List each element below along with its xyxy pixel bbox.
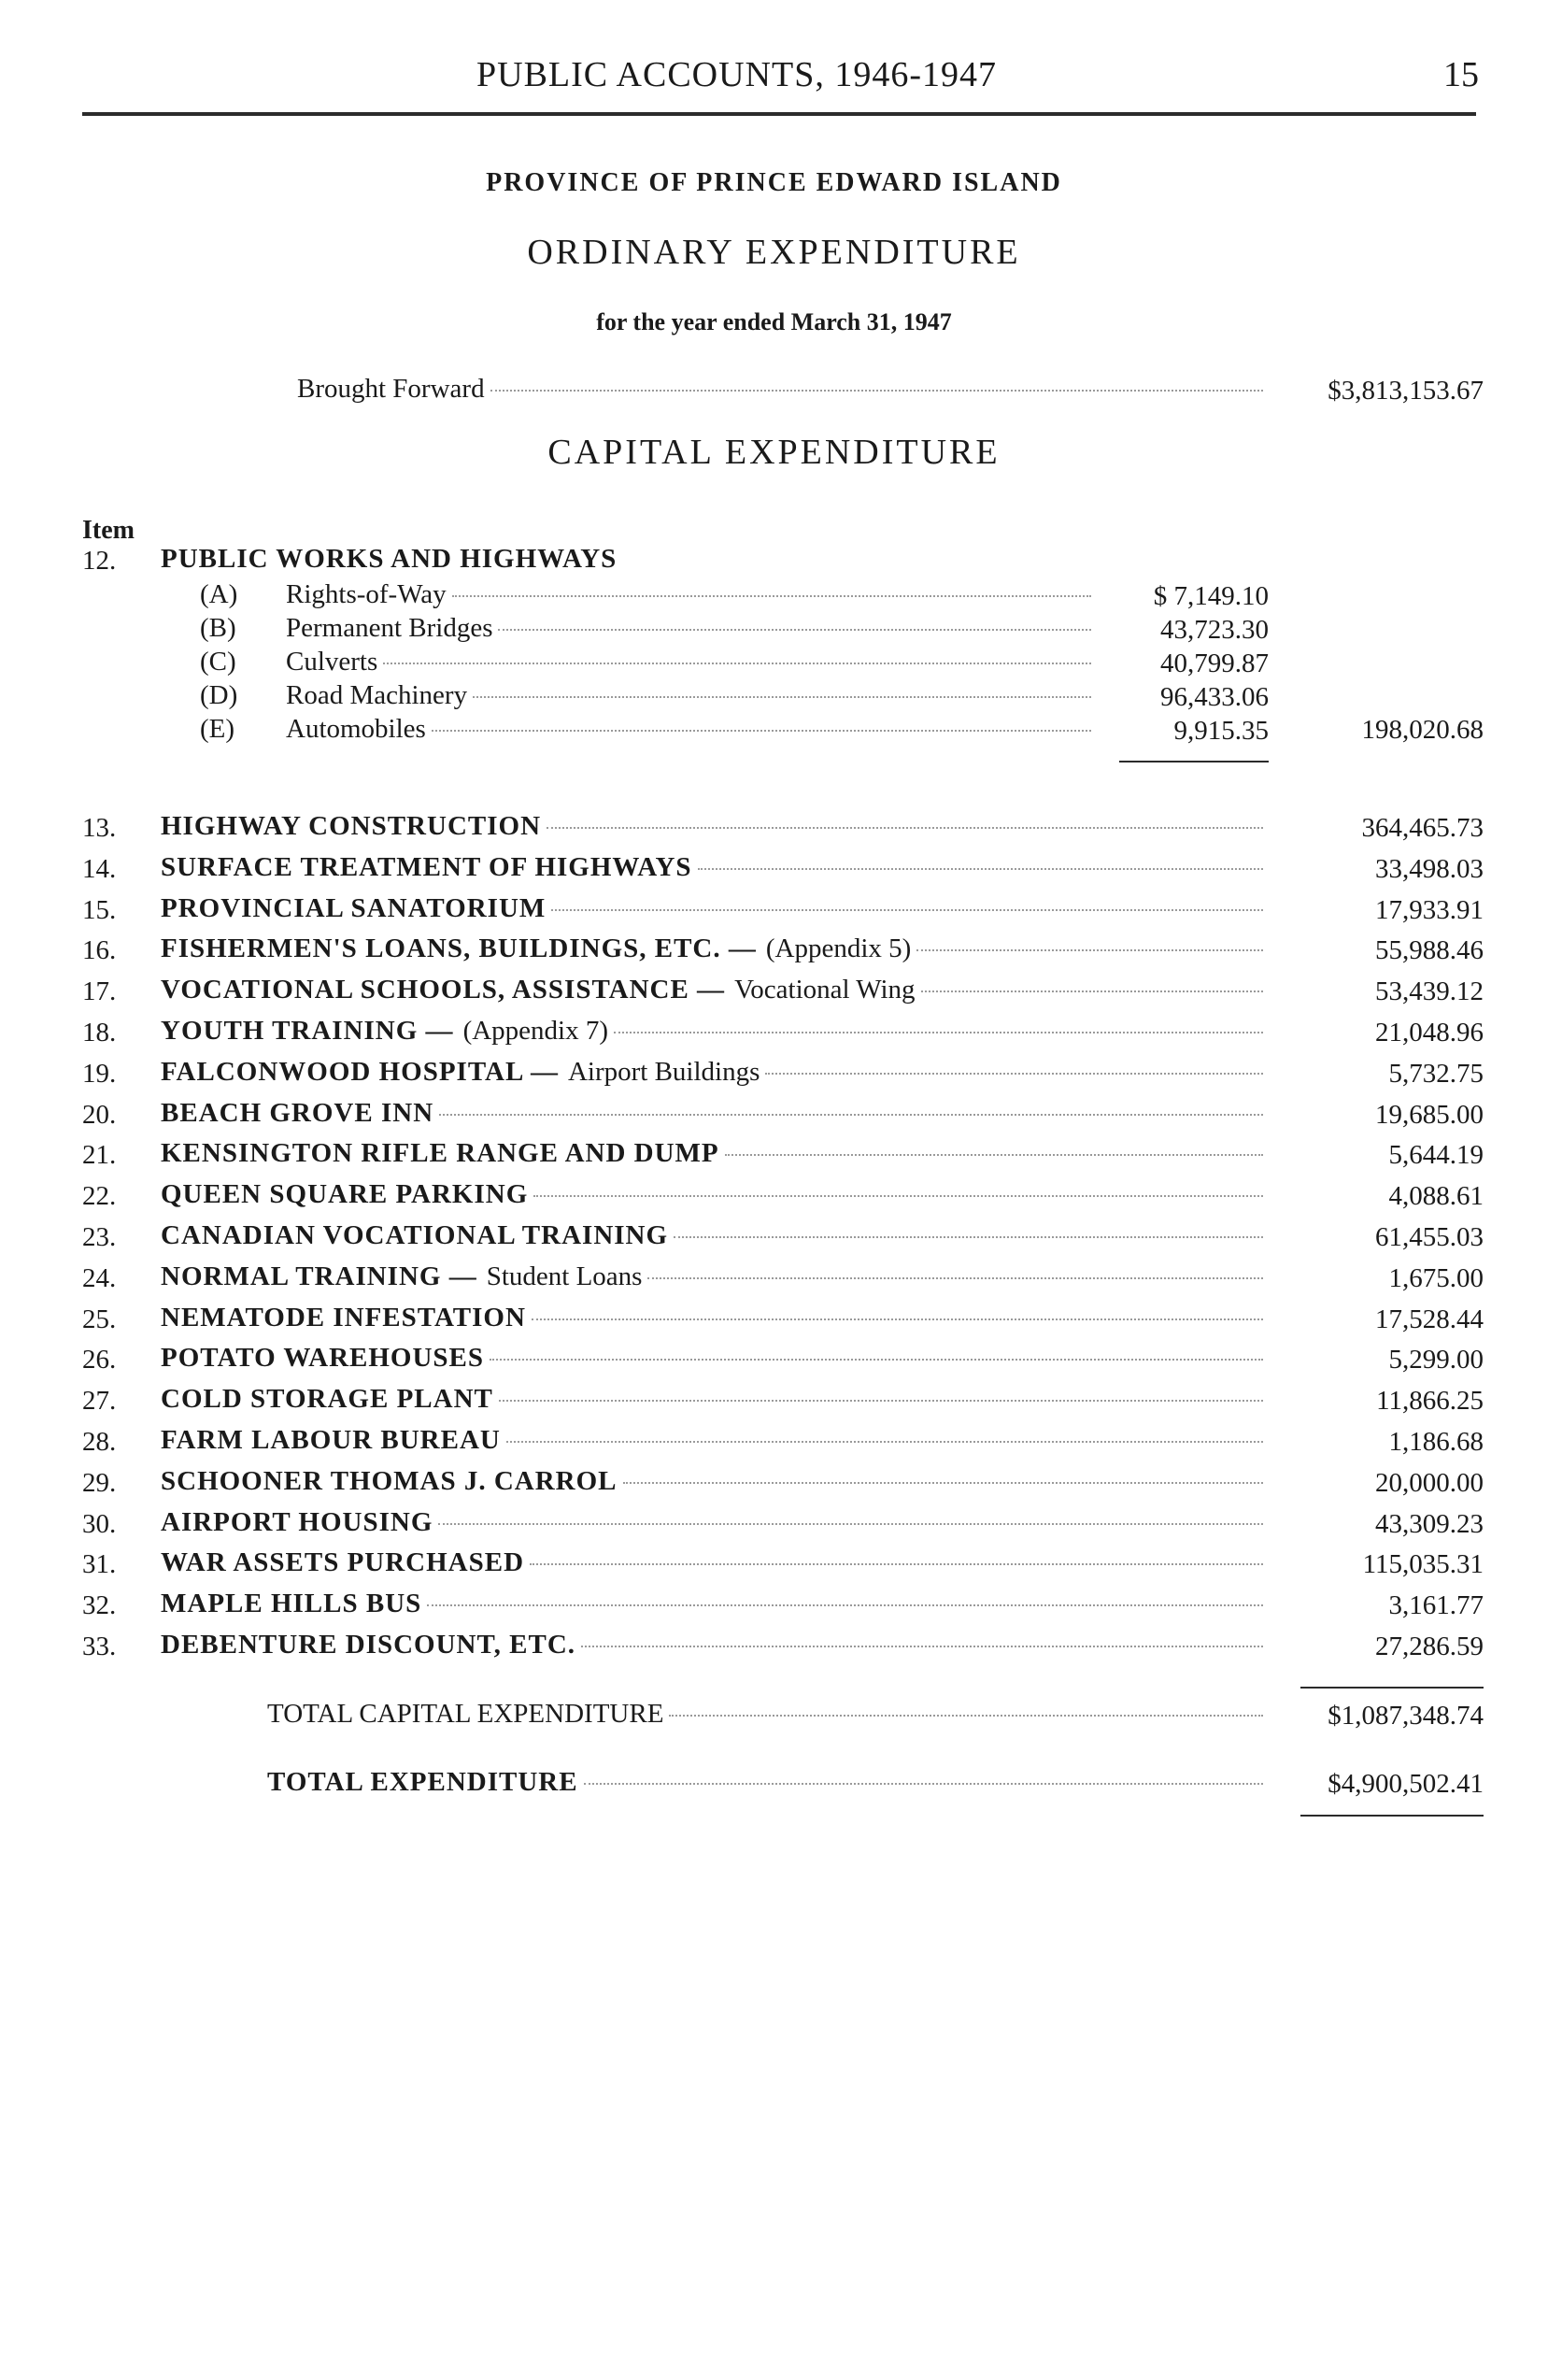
item-label: MAPLE HILLS BUS — [161, 1589, 422, 1618]
item-amount: 3,161.77 — [1388, 1590, 1484, 1620]
item-label: CANADIAN VOCATIONAL TRAINING — [161, 1220, 669, 1250]
item-label: SURFACE TREATMENT OF HIGHWAYS — [161, 852, 692, 882]
item-label: NEMATODE INFESTATION — [161, 1303, 526, 1333]
item-row — [161, 854, 1269, 881]
total-rule-top — [1300, 1687, 1484, 1689]
dot-leader — [623, 1482, 1263, 1484]
running-title: PUBLIC ACCOUNTS, 1946-1947 — [476, 55, 997, 94]
item-label: FARM LABOUR BUREAU — [161, 1425, 501, 1455]
item-row — [161, 976, 1269, 1004]
item-row — [161, 1263, 1269, 1290]
item-number: 22. — [82, 1181, 117, 1211]
item-label: WAR ASSETS PURCHASED — [161, 1547, 525, 1577]
subitem-label: Road Machinery — [286, 680, 468, 710]
dot-leader — [647, 1277, 1263, 1279]
item-amount: 364,465.73 — [1361, 813, 1484, 843]
dot-leader — [473, 696, 1091, 698]
item-row — [161, 1509, 1269, 1536]
page-number: 15 — [1443, 55, 1479, 94]
dot-leader — [581, 1646, 1263, 1647]
item-label: COLD STORAGE PLANT — [161, 1384, 493, 1414]
item-label: PROVINCIAL SANATORIUM — [161, 893, 547, 923]
dot-leader — [533, 1195, 1263, 1197]
dot-leader — [551, 909, 1263, 911]
item-amount: 27,286.59 — [1375, 1632, 1484, 1661]
item-row — [161, 1468, 1269, 1495]
item-amount: 115,035.31 — [1362, 1549, 1484, 1579]
item-amount: 1,675.00 — [1388, 1263, 1484, 1293]
subitem-label: Permanent Bridges — [286, 613, 493, 643]
item-row — [161, 1427, 1269, 1454]
item-number: 33. — [82, 1632, 117, 1661]
item-number: 27. — [82, 1386, 117, 1416]
item-amount: 33,498.03 — [1375, 854, 1484, 884]
item-row — [161, 1345, 1269, 1372]
brought-forward-amount: $3,813,153.67 — [1328, 376, 1484, 406]
subtotal-rule — [1119, 761, 1269, 762]
brought-forward-row — [297, 376, 1269, 403]
item-label: BEACH GROVE INN — [161, 1098, 434, 1128]
public-works-total: 198,020.68 — [1361, 715, 1484, 745]
dot-leader — [916, 949, 1263, 951]
province-heading: PROVINCE OF PRINCE EDWARD ISLAND — [486, 168, 1062, 197]
item-note: Airport Buildings — [567, 1057, 760, 1087]
item-number: 13. — [82, 813, 117, 843]
item-amount: 43,309.23 — [1375, 1509, 1484, 1539]
item-label: DEBENTURE DISCOUNT, ETC. — [161, 1630, 576, 1660]
dot-leader — [530, 1563, 1263, 1565]
dot-leader — [532, 1318, 1263, 1320]
item-row — [161, 1304, 1269, 1332]
dot-leader — [490, 1359, 1263, 1361]
subitem-label: Culverts — [286, 647, 378, 677]
dot-leader — [432, 730, 1091, 732]
item-amount: 55,988.46 — [1375, 935, 1484, 965]
subitem-amount: $ 7,149.10 — [1153, 581, 1269, 611]
item-number: 12. — [82, 546, 117, 576]
item-label: SCHOONER THOMAS J. CARROL — [161, 1466, 618, 1496]
subitem-letter: (E) — [200, 714, 235, 744]
subitem-label: Rights-of-Way — [286, 579, 447, 609]
item-note: Vocational Wing — [734, 975, 916, 1005]
item-number: 31. — [82, 1549, 117, 1579]
item-row — [161, 1018, 1269, 1045]
item-note: Student Loans — [486, 1261, 643, 1291]
item-row — [161, 1059, 1269, 1086]
item-label: POTATO WAREHOUSES — [161, 1343, 485, 1373]
item-row — [161, 895, 1269, 922]
subitem-amount: 40,799.87 — [1160, 648, 1269, 678]
item-amount: 21,048.96 — [1375, 1018, 1484, 1047]
subitem-amount: 9,915.35 — [1173, 716, 1269, 746]
subitem-letter: (A) — [200, 579, 238, 609]
item-number: 18. — [82, 1018, 117, 1047]
subitem-letter: (B) — [200, 613, 236, 643]
item-row — [161, 1222, 1269, 1249]
item-number: 24. — [82, 1263, 117, 1293]
item-label: FISHERMEN'S LOANS, BUILDINGS, ETC. — — [161, 933, 757, 963]
item-label: QUEEN SQUARE PARKING — [161, 1179, 529, 1209]
dot-leader — [921, 990, 1263, 992]
subitem-letter: (D) — [200, 680, 238, 710]
item-amount: 61,455.03 — [1375, 1222, 1484, 1252]
subitem-amount: 43,723.30 — [1160, 615, 1269, 645]
item-amount: 20,000.00 — [1375, 1468, 1484, 1498]
item-row — [161, 813, 1269, 840]
item-number: 21. — [82, 1140, 117, 1170]
dot-leader — [383, 663, 1091, 664]
item-amount: 1,186.68 — [1388, 1427, 1484, 1457]
item-number: 23. — [82, 1222, 117, 1252]
dot-leader — [674, 1236, 1263, 1238]
period-subtitle: for the year ended March 31, 1947 — [596, 308, 952, 335]
item-label: KENSINGTON RIFLE RANGE AND DUMP — [161, 1138, 719, 1168]
dot-leader — [438, 1523, 1263, 1525]
total-expenditure-row — [267, 1769, 1269, 1796]
dot-leader — [698, 868, 1263, 870]
item-note: (Appendix 7) — [462, 1016, 608, 1046]
subitem-row — [200, 716, 1097, 743]
header-rule — [82, 112, 1476, 116]
item-number: 29. — [82, 1468, 117, 1498]
total-capital-amount: $1,087,348.74 — [1328, 1701, 1484, 1731]
item-row — [161, 1590, 1269, 1618]
item-column-header: Item — [82, 516, 135, 545]
item-row — [161, 1181, 1269, 1208]
dot-leader — [725, 1154, 1263, 1156]
item-number: 19. — [82, 1059, 117, 1089]
item-amount: 53,439.12 — [1375, 976, 1484, 1006]
dot-leader — [498, 629, 1091, 631]
dot-leader — [669, 1715, 1263, 1717]
item-amount: 17,528.44 — [1375, 1304, 1484, 1334]
dot-leader — [614, 1032, 1263, 1033]
dot-leader — [490, 390, 1263, 392]
item-amount: 5,644.19 — [1388, 1140, 1484, 1170]
item-number: 14. — [82, 854, 117, 884]
item-amount: 4,088.61 — [1388, 1181, 1484, 1211]
item-number: 26. — [82, 1345, 117, 1375]
item-number: 28. — [82, 1427, 117, 1457]
capital-expenditure-title: CAPITAL EXPENDITURE — [547, 433, 1001, 472]
subitem-amount: 96,433.06 — [1160, 682, 1269, 712]
item-row — [161, 935, 1269, 962]
total-expenditure-label: TOTAL EXPENDITURE — [267, 1767, 578, 1797]
total-capital-row — [267, 1701, 1269, 1728]
subitem-row — [200, 615, 1097, 642]
subitem-row — [200, 581, 1097, 608]
subitem-label: Automobiles — [286, 714, 426, 744]
item-amount: 11,866.25 — [1376, 1386, 1484, 1416]
item-row — [161, 1140, 1269, 1167]
subitem-letter: (C) — [200, 647, 236, 677]
dot-leader — [452, 595, 1091, 597]
item-number: 17. — [82, 976, 117, 1006]
item-label: VOCATIONAL SCHOOLS, ASSISTANCE — — [161, 975, 726, 1005]
total-expenditure-amount: $4,900,502.41 — [1328, 1769, 1484, 1799]
item-amount: 5,299.00 — [1388, 1345, 1484, 1375]
item-amount: 17,933.91 — [1375, 895, 1484, 925]
total-capital-label: TOTAL CAPITAL EXPENDITURE — [267, 1699, 664, 1729]
item-label: AIRPORT HOUSING — [161, 1507, 433, 1537]
dot-leader — [584, 1783, 1263, 1785]
total-rule-bottom — [1300, 1815, 1484, 1817]
item-label: NORMAL TRAINING — — [161, 1261, 477, 1291]
item-row — [161, 1549, 1269, 1576]
item-number: 15. — [82, 895, 117, 925]
item-amount: 19,685.00 — [1375, 1100, 1484, 1130]
item-number: 32. — [82, 1590, 117, 1620]
brought-forward-label: Brought Forward — [297, 374, 485, 404]
dot-leader — [427, 1604, 1263, 1606]
public-works-heading: PUBLIC WORKS AND HIGHWAYS — [161, 544, 618, 574]
dot-leader — [765, 1073, 1263, 1075]
dot-leader — [506, 1441, 1263, 1443]
item-number: 25. — [82, 1304, 117, 1334]
dot-leader — [547, 827, 1263, 829]
item-label: FALCONWOOD HOSPITAL — — [161, 1057, 559, 1087]
ordinary-expenditure-title: ORDINARY EXPENDITURE — [527, 233, 1021, 272]
item-note: (Appendix 5) — [765, 933, 912, 963]
item-number: 20. — [82, 1100, 117, 1130]
item-row — [161, 1386, 1269, 1413]
item-number: 16. — [82, 935, 117, 965]
dot-leader — [439, 1114, 1263, 1116]
item-row — [161, 1100, 1269, 1127]
item-amount: 5,732.75 — [1388, 1059, 1484, 1089]
item-label: HIGHWAY CONSTRUCTION — [161, 811, 542, 841]
item-row — [161, 1632, 1269, 1659]
item-number: 30. — [82, 1509, 117, 1539]
dot-leader — [499, 1400, 1263, 1402]
item-label: YOUTH TRAINING — — [161, 1016, 454, 1046]
subitem-row — [200, 682, 1097, 709]
subitem-row — [200, 648, 1097, 676]
